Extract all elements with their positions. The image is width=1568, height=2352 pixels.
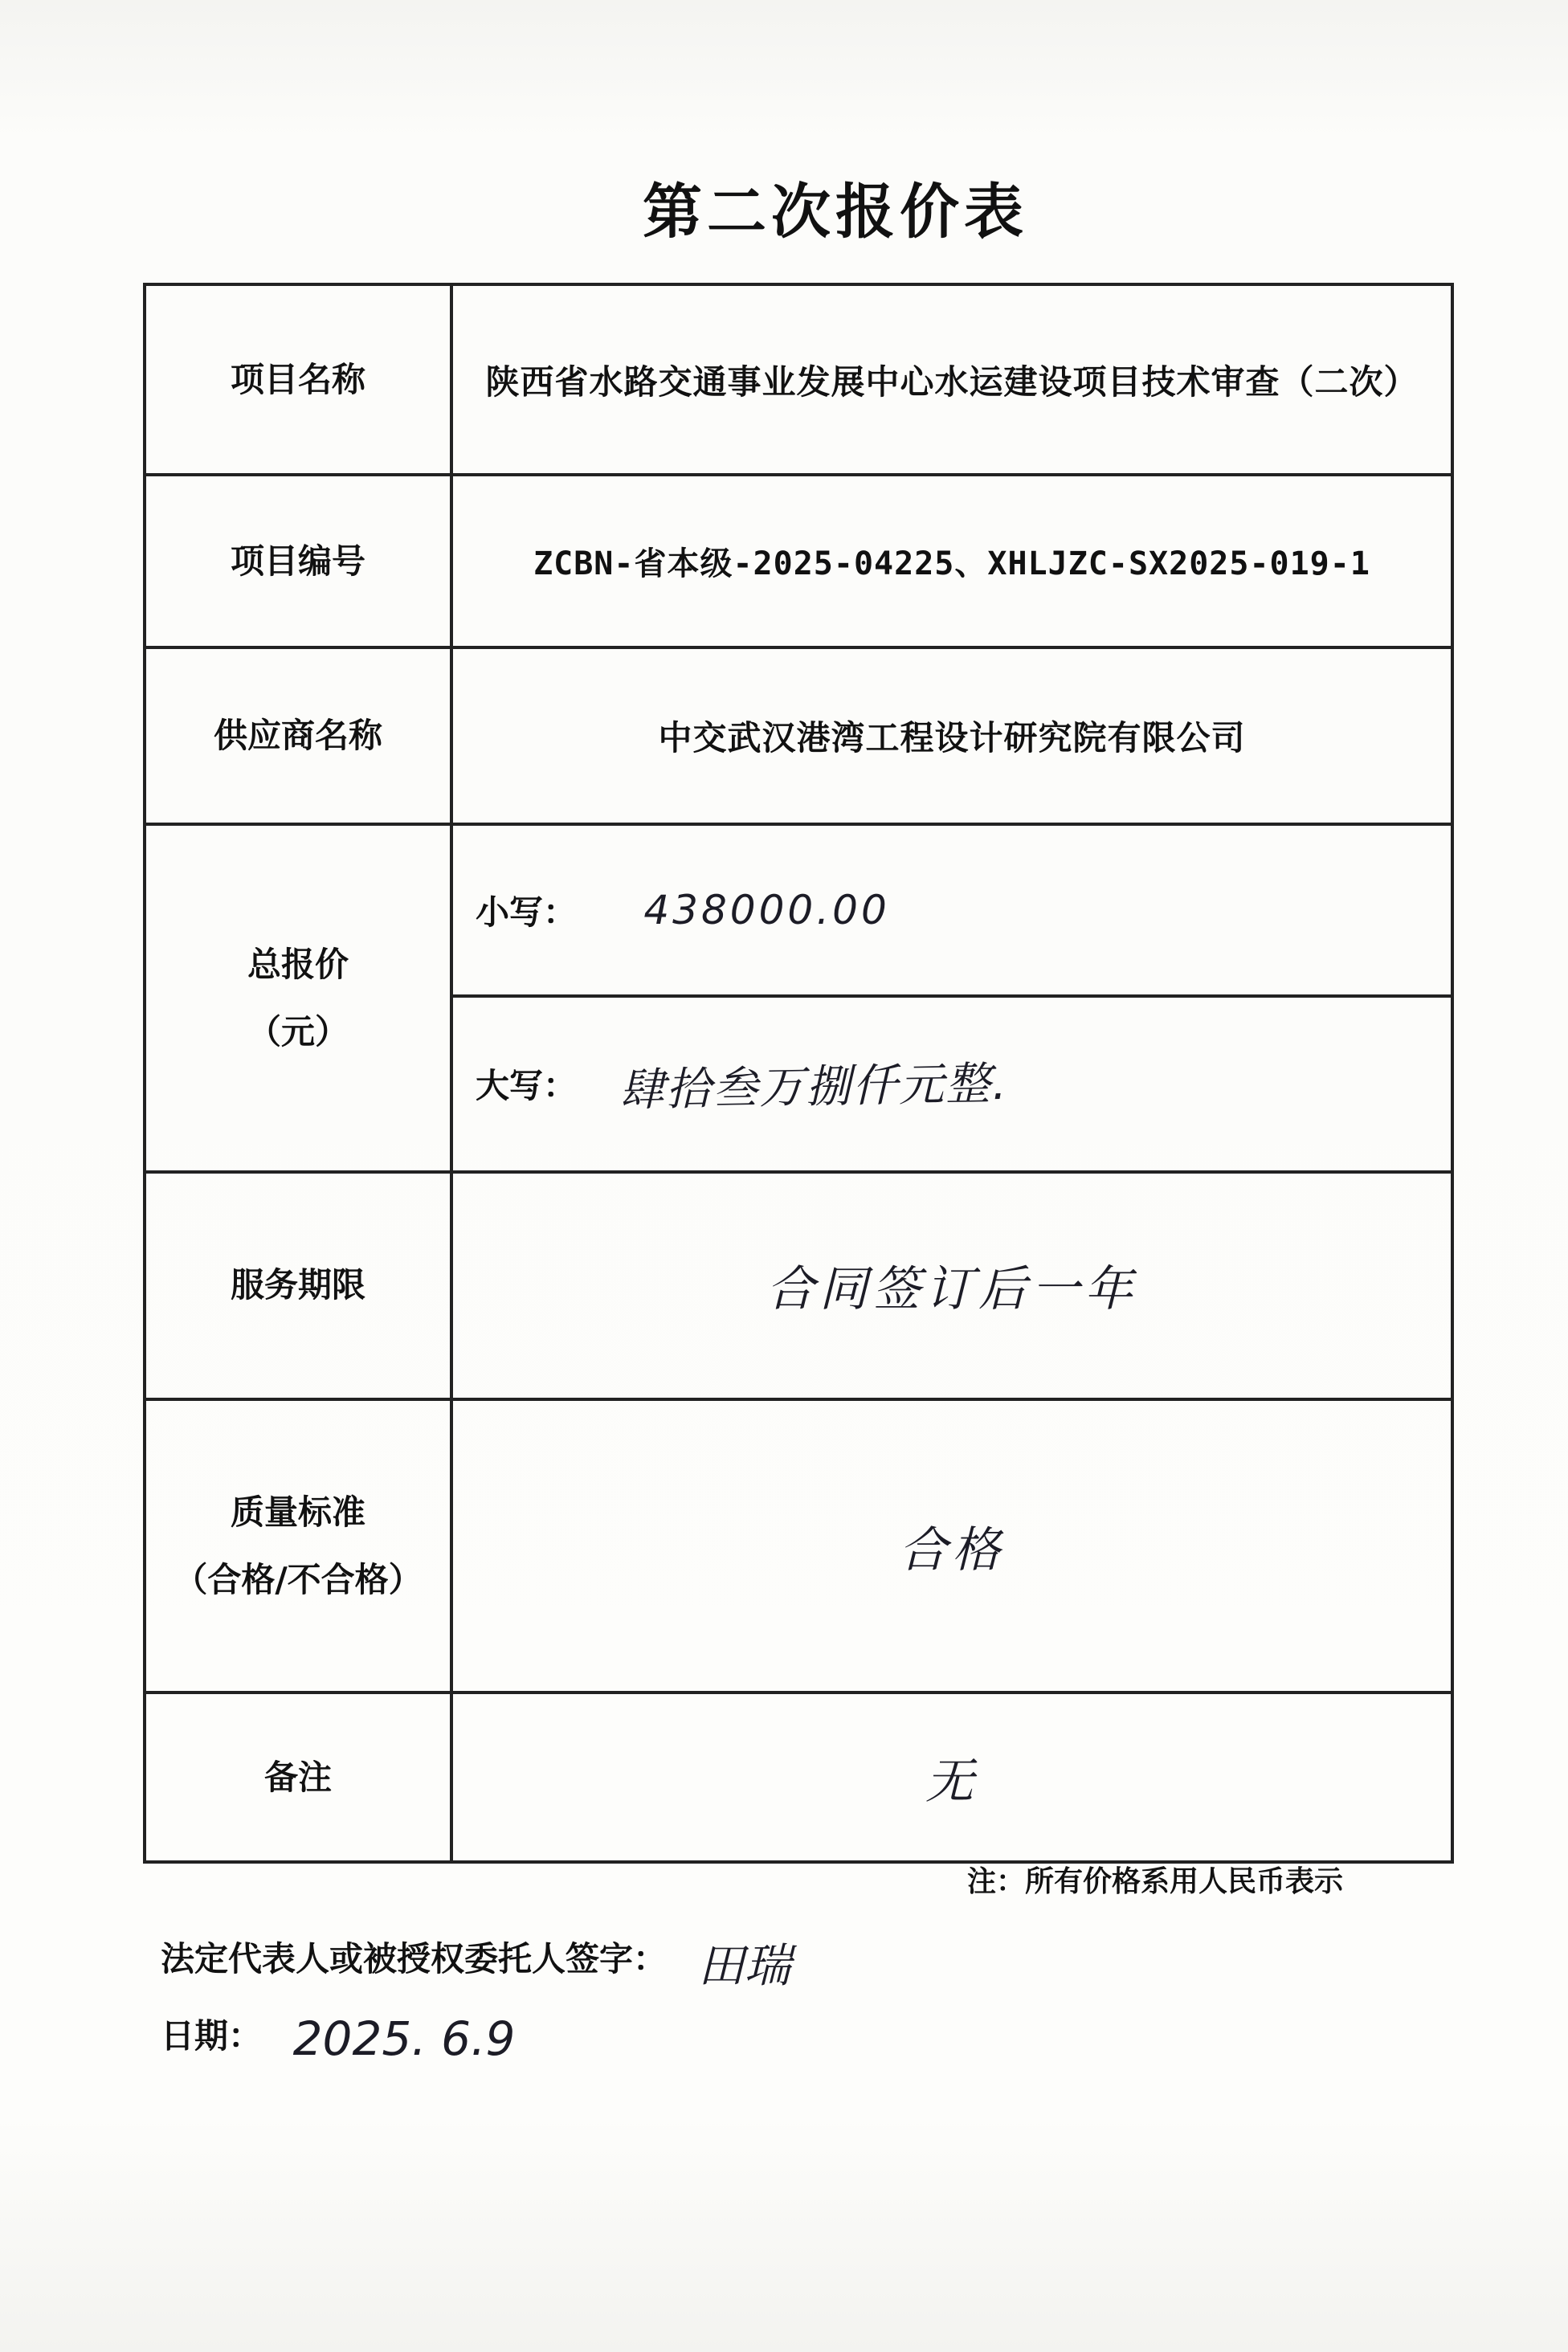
- project-name-value: 陕西省水路交通事业发展中心水运建设项目技术审查（二次）: [451, 284, 1452, 475]
- table-row-service-period: [145, 1172, 1452, 1399]
- supplier-name-label: 供应商名称: [145, 647, 451, 824]
- total-price-label-line2: （元）: [247, 1011, 349, 1051]
- project-name-label: 项目名称: [145, 284, 451, 475]
- quality-standard-label-line1: 质量标准: [230, 1492, 365, 1532]
- quality-standard-cell: [451, 1399, 1452, 1693]
- total-price-label-line1: 总报价: [247, 944, 349, 984]
- table-row-total-price-lowercase: [145, 824, 1452, 995]
- currency-note: 注：所有价格系用人民币表示: [967, 1864, 1344, 1898]
- table-row-supplier-name: [145, 647, 1452, 824]
- signature-handwritten: 田瑞: [697, 1938, 791, 1993]
- quality-standard-handwritten: 合格: [899, 1521, 1005, 1578]
- total-price-label: [145, 824, 451, 1172]
- supplier-name-value: 中交武汉港湾工程设计研究院有限公司: [451, 647, 1452, 824]
- project-number-value: ZCBN-省本级-2025-04225、XHLJZC-SX2025-019-1: [451, 475, 1452, 647]
- project-number-label: 项目编号: [145, 475, 451, 647]
- remarks-handwritten: 无: [925, 1753, 978, 1810]
- signature-line: [161, 1928, 791, 1995]
- table-row-quality-standard: [145, 1399, 1452, 1693]
- lowercase-label: 小写：: [476, 892, 578, 933]
- lowercase-amount-cell: [451, 824, 1452, 995]
- table-row-project-name: [145, 284, 1452, 475]
- date-handwritten: 2025. 6.9: [292, 2011, 516, 2066]
- date-line: [161, 2010, 515, 2066]
- remarks-label: 备注: [145, 1693, 451, 1862]
- service-period-handwritten: 合同签订后一年: [766, 1261, 1137, 1318]
- table-row-project-number: [145, 475, 1452, 647]
- uppercase-label: 大写：: [476, 1066, 578, 1106]
- date-label: 日期：: [161, 2016, 263, 2056]
- service-period-label: 服务期限: [145, 1172, 451, 1399]
- signature-label: 法定代表人或被授权委托人签字：: [161, 1939, 668, 1978]
- lowercase-amount-handwritten: 438000.00: [643, 887, 890, 934]
- quotation-table: [143, 283, 1454, 1864]
- remarks-cell: [451, 1693, 1452, 1862]
- page-title: 第二次报价表: [643, 178, 1028, 247]
- quality-standard-label: [145, 1399, 451, 1693]
- service-period-cell: [451, 1172, 1452, 1399]
- table-row-remarks: [145, 1693, 1452, 1862]
- uppercase-amount-handwritten: 肆拾叁万捌仟元整.: [619, 1058, 1009, 1117]
- uppercase-amount-cell: [451, 996, 1452, 1172]
- quality-standard-label-line2: （合格/不合格）: [174, 1559, 423, 1599]
